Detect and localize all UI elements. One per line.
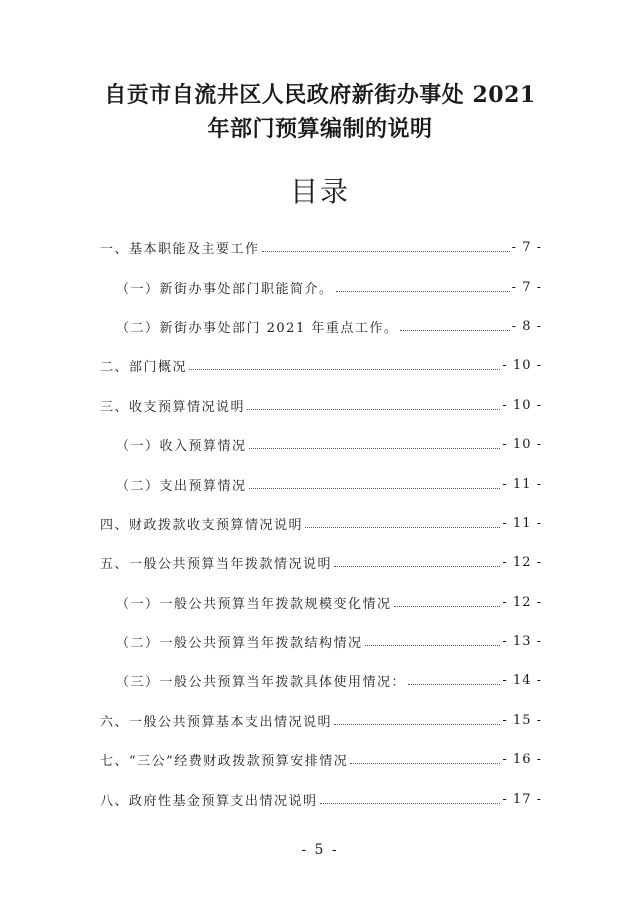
toc-entry-label: 三、收支预算情况说明 (100, 399, 246, 415)
toc-dot-leader (305, 527, 500, 528)
toc-entry[interactable] (100, 267, 542, 306)
toc-dot-leader (336, 291, 510, 292)
document-title-line-1: 自贡市自流井区人民政府新街办事处 2021 (104, 82, 536, 108)
toc-entry-page: - 15 - (502, 712, 542, 728)
toc-entry-page: - 12 - (502, 555, 542, 571)
toc-entry[interactable] (100, 740, 542, 779)
toc-entry[interactable] (100, 701, 542, 740)
toc-dot-leader (334, 724, 500, 725)
table-of-contents (100, 228, 542, 819)
toc-entry-label: （二）支出预算情况 (116, 478, 247, 494)
toc-entry[interactable] (100, 583, 542, 622)
toc-dot-leader (400, 330, 509, 331)
toc-dot-leader (249, 448, 501, 449)
toc-entry-label: （一）收入预算情况 (116, 439, 247, 455)
toc-entry-page: - 12 - (502, 594, 542, 610)
toc-dot-leader (394, 606, 501, 607)
toc-dot-leader (247, 409, 500, 410)
toc-entry-page: - 8 - (511, 318, 542, 334)
toc-entry-page: - 13 - (502, 634, 542, 650)
toc-dot-leader (249, 488, 501, 489)
toc-entry-page: - 11 - (502, 476, 542, 492)
toc-entry[interactable] (100, 464, 542, 503)
page-number: - 5 - (301, 842, 339, 858)
toc-dot-leader (365, 645, 501, 646)
toc-entry[interactable] (100, 386, 542, 425)
toc-entry-label: 七、“三公”经费财政拨款预算安排情况 (100, 754, 349, 770)
toc-entry[interactable] (100, 307, 542, 346)
toc-entry-label: （一）新街办事处部门职能简介。 (116, 281, 334, 297)
toc-entry-page: - 7 - (511, 240, 542, 256)
toc-dot-leader (350, 763, 500, 764)
toc-dot-leader (320, 803, 501, 804)
toc-entry-page: - 7 - (511, 279, 542, 295)
toc-entry-page: - 10 - (502, 397, 542, 413)
toc-entry[interactable] (100, 504, 542, 543)
toc-entry[interactable] (100, 622, 542, 661)
toc-entry[interactable] (100, 779, 542, 818)
toc-entry-label: 六、一般公共预算基本支出情况说明 (100, 714, 333, 730)
toc-entry-page: - 10 - (502, 358, 542, 374)
document-title-line-2: 年部门预算编制的说明 (207, 116, 433, 142)
toc-entry-label: 二、部门概况 (100, 360, 188, 376)
toc-entry-label: （一）一般公共预算当年拨款规模变化情况 (116, 596, 392, 612)
toc-entry-label: 八、政府性基金预算支出情况说明 (100, 793, 318, 809)
toc-entry-label: 一、基本职能及主要工作 (100, 242, 260, 258)
toc-entry[interactable] (100, 661, 542, 700)
toc-dot-leader (189, 369, 500, 370)
toc-entry-label: 四、财政拨款收支预算情况说明 (100, 517, 304, 533)
toc-entry-page: - 16 - (502, 752, 542, 768)
toc-entry-label: （三）一般公共预算当年拨款具体使用情况： (116, 675, 407, 691)
toc-entry[interactable] (100, 228, 542, 267)
toc-entry-page: - 10 - (502, 437, 542, 453)
toc-entry-label: （二）一般公共预算当年拨款结构情况 (116, 636, 363, 652)
toc-entry-label: （二）新街办事处部门 2021 年重点工作。 (116, 320, 399, 336)
toc-dot-leader (334, 566, 500, 567)
toc-entry-page: - 14 - (502, 673, 542, 689)
toc-entry[interactable] (100, 543, 542, 582)
toc-entry[interactable] (100, 425, 542, 464)
toc-entry-page: - 17 - (502, 791, 542, 807)
toc-dot-leader (408, 684, 500, 685)
toc-entry-page: - 11 - (502, 515, 542, 531)
toc-heading: 目录 (289, 175, 350, 208)
toc-dot-leader (262, 251, 510, 252)
toc-entry-label: 五、一般公共预算当年拨款情况说明 (100, 557, 333, 573)
toc-entry[interactable] (100, 346, 542, 385)
